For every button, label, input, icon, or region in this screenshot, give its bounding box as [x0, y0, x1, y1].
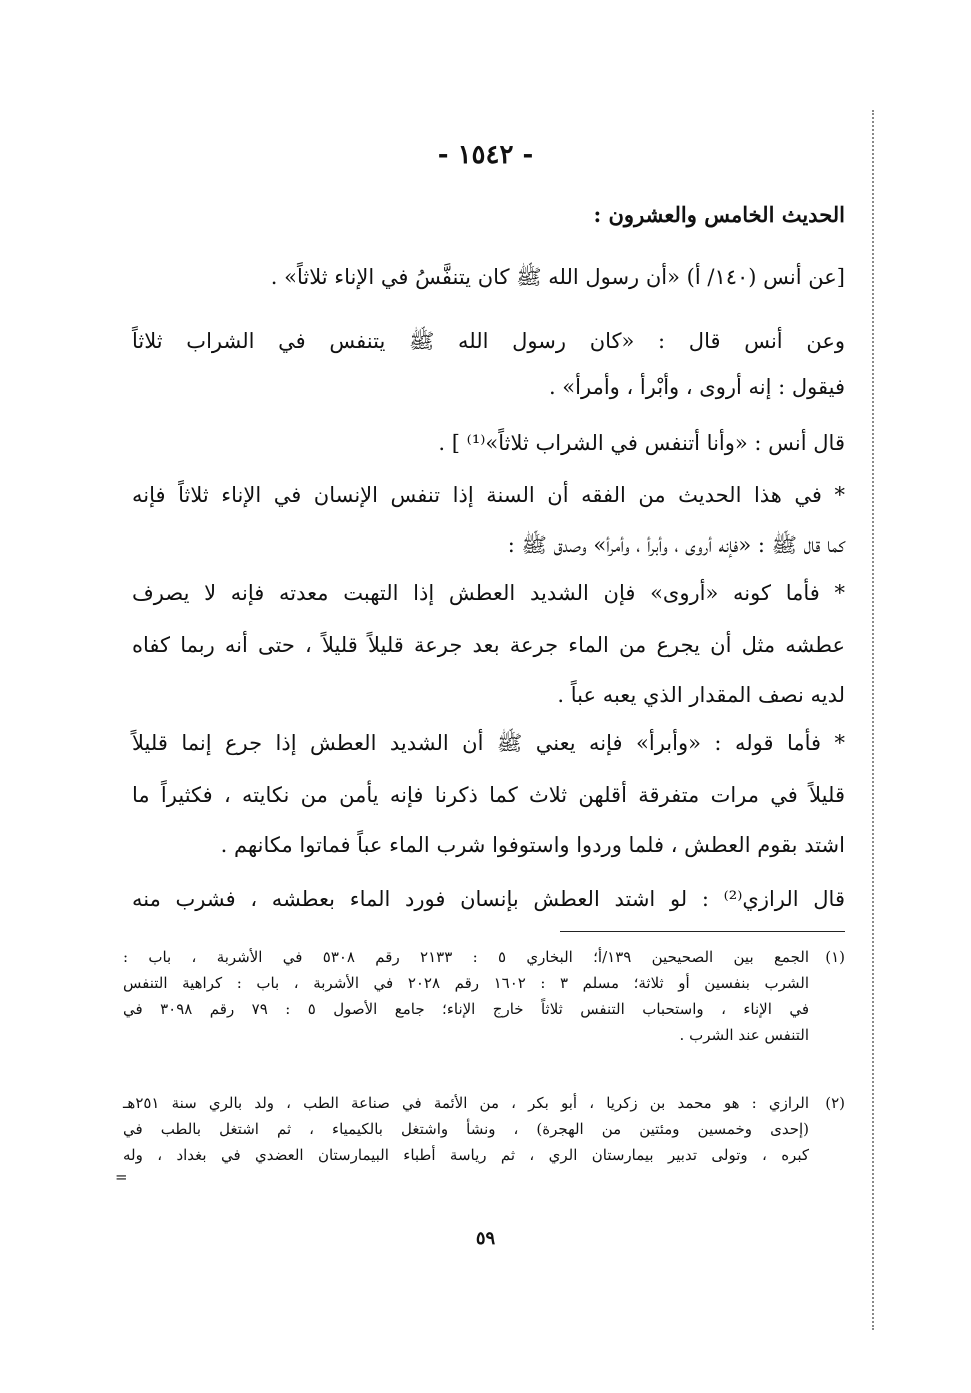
- footnote-1-line-3: في الإناء ، واستحباب التنفس ثلاثاً خارج الإناء؛ جامع الأصول ٥ : ٧٩ رقم ٣٠٩٨ في: [123, 1000, 809, 1018]
- body-line-5: * في هذا الحديث من الفقه أن السنة إذا تنفس الإنسان في الإناء ثلاثاً فإنه: [132, 483, 845, 507]
- body-line-13: قال الرازي⁽²⁾ : لو اشتد العطش بإنسان فورد الماء بعطشه ، فشرب منه: [132, 887, 845, 911]
- footnote-2-line-3: كبره ، وتولى تدبير بيمارستان الري ، ثم رياسة أطباء البيمارستان العضدي في بغداد ، وله: [123, 1146, 809, 1164]
- section-heading: الحديث الخامس والعشرون :: [593, 202, 845, 227]
- footnote-separator: [560, 931, 845, 932]
- body-line-1: [عن أنس (١٤٠/ أ) «أن رسول الله ﷺ كان يتنفَّسُ في الإناء ثلاثاً» .: [270, 265, 845, 289]
- footnote-1-line-2: الشرب بنفسين أو ثلاثة؛ مسلم ٣ : ١٦٠٢ رقم ٢٠٢٨ في الأشربة ، باب : كراهية التنفس: [123, 974, 809, 992]
- footnote-2: [123, 1090, 845, 1168]
- footnote-1-marker: (١): [825, 948, 845, 966]
- footnote-1-line-1: الجمع بين الصحيحين ١٣٩/أ؛ البخاري ٥ : ٢١٣٣ رقم ٥٣٠٨ في الأشربة ، باب :: [123, 948, 810, 966]
- page-number: ٥٩: [475, 1228, 496, 1249]
- footnote-1-line-4: التنفس عند الشرب .: [679, 1026, 809, 1044]
- body-line-4: قال أنس : «وأنا أتنفس في الشراب ثلاثاً»⁽¹⁾ ] .: [438, 431, 845, 455]
- scan-margin-dotted-line: [872, 110, 874, 1330]
- body-line-12: اشتد بقوم العطش ، فلما وردوا واستوفوا شرب الماء عباً فماتوا مكانهم .: [220, 833, 845, 857]
- body-line-8: عطشه مثل أن يجرع من الماء جرعة بعد جرعة قليلاً قليلاً ، حتى أنه ربما كفاه: [132, 633, 845, 657]
- body-line-3: فيقول : إنه أروى ، وأبْرأ ، وأمرأ» .: [548, 375, 845, 399]
- body-line-10: * فأما قوله : «وأبرأ» فإنه يعني ﷺ أن الشديد العطش إذا جرع إنما قليلاً: [132, 731, 845, 755]
- footnote-2-marker: (٢): [825, 1094, 845, 1112]
- body-line-6: كما قال ﷺ : «فإنه أروى ، وأبرأ ، وأمرأ» وصدق ﷺ :: [507, 533, 845, 557]
- footnote-2-line-1: الرازي : هو محمد بن زكريا ، أبو بكر ، من الأئمة في صناعة الطب ، ولد بالري سنة ٢٥١هـ: [123, 1094, 809, 1112]
- footnote-1: [123, 944, 845, 1048]
- body-line-7: * فأما كونه «أروى» فإن الشديد العطش إذا التهبت معدته فإنه لا يصرف: [132, 581, 845, 605]
- body-line-2: وعن أنس قال : «كان رسول الله ﷺ يتنفس في الشراب ثلاثاً: [132, 329, 845, 353]
- body-line-9: لديه نصف المقدار الذي يعبه عباً .: [557, 683, 845, 707]
- hadith-number: - ١٥٤٢ -: [437, 140, 534, 170]
- continuation-mark: =: [115, 1168, 128, 1186]
- footnote-2-line-2: (إحدى وخمسين ومئتين من الهجرة) ، ونشأ واشتغل بالكيمياء ، ثم اشتغل بالطب في: [123, 1120, 809, 1138]
- body-line-11: قليلاً في مرات متفرقة أقلهن ثلاث كما ذكرنا فإنه يأمن من نكايته ، فكثيراً ما: [132, 783, 845, 807]
